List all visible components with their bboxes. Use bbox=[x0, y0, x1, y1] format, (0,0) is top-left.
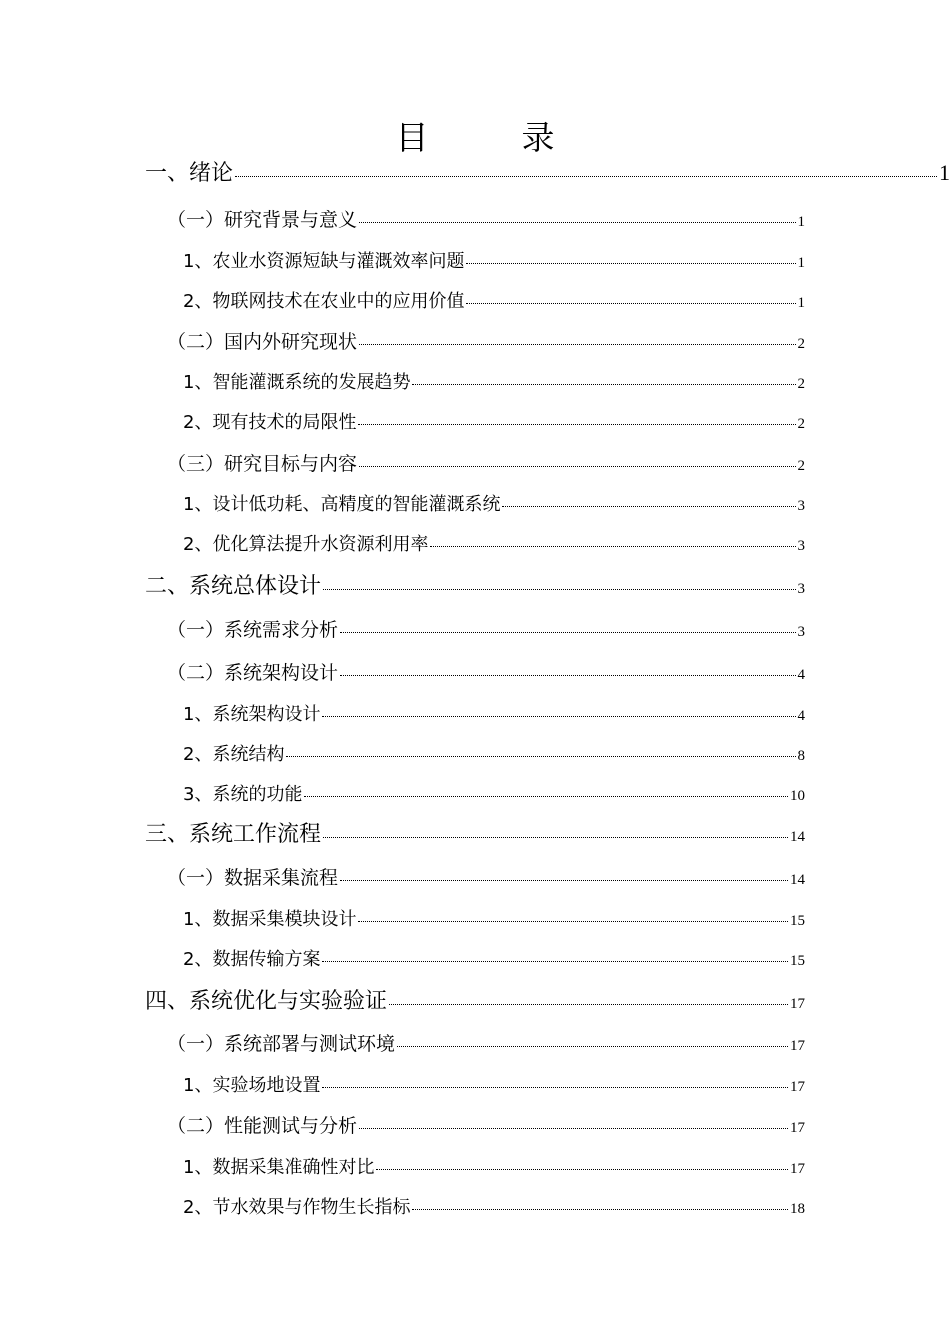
toc-page-number: 3 bbox=[797, 581, 805, 597]
dot-leader bbox=[389, 1004, 788, 1005]
dot-leader bbox=[235, 176, 937, 177]
dot-leader bbox=[359, 344, 795, 345]
toc-page-number: 15 bbox=[790, 953, 805, 969]
toc-page-number: 17 bbox=[790, 996, 805, 1012]
toc-entry-section[interactable] bbox=[0, 615, 805, 642]
toc-page-number: 1 bbox=[797, 295, 805, 311]
toc-entry-label: （二）系统架构设计 bbox=[167, 662, 339, 684]
toc-entry-chapter[interactable] bbox=[0, 984, 805, 1015]
dot-leader bbox=[502, 506, 795, 507]
toc-entry-label: 1、实验场地设置 bbox=[183, 1075, 321, 1096]
toc-entry-label: 2、优化算法提升水资源利用率 bbox=[183, 534, 429, 555]
toc-page-number: 8 bbox=[797, 748, 805, 764]
toc-entry-section[interactable] bbox=[0, 863, 805, 890]
toc-entry-label: 四、系统优化与实验验证 bbox=[145, 989, 388, 1014]
toc-entry-label: 1、智能灌溉系统的发展趋势 bbox=[183, 372, 411, 393]
toc-entry-subsection[interactable] bbox=[0, 1193, 805, 1219]
toc-entry-label: （一）系统部署与测试环境 bbox=[167, 1033, 396, 1055]
toc-entry-label: 1、数据采集模块设计 bbox=[183, 909, 357, 930]
toc-page-number: 17 bbox=[790, 1079, 805, 1095]
dot-leader bbox=[304, 796, 788, 797]
toc-entry-subsection[interactable] bbox=[0, 247, 805, 273]
toc-entry-label: （一）研究背景与意义 bbox=[167, 209, 358, 231]
toc-entry-subsection[interactable] bbox=[0, 945, 805, 971]
toc-entry-section[interactable] bbox=[0, 1029, 805, 1056]
toc-entry-subsection[interactable] bbox=[0, 740, 805, 766]
dot-leader bbox=[359, 466, 795, 467]
toc-page-number: 1 bbox=[797, 214, 805, 230]
toc-entry-section[interactable] bbox=[0, 658, 805, 685]
toc-page-number: 17 bbox=[790, 1161, 805, 1177]
toc-entry-label: （二）性能测试与分析 bbox=[167, 1115, 358, 1137]
toc-entry-chapter[interactable] bbox=[0, 817, 805, 848]
toc-page-number: 14 bbox=[790, 829, 805, 845]
toc-page-number: 2 bbox=[797, 458, 805, 474]
toc-entry-section[interactable] bbox=[0, 327, 805, 354]
toc-page-number: 2 bbox=[797, 416, 805, 432]
toc-page-number: 17 bbox=[790, 1038, 805, 1054]
toc-entry-label: （一）系统需求分析 bbox=[167, 619, 339, 641]
dot-leader bbox=[322, 961, 788, 962]
toc-page-number: 2 bbox=[797, 336, 805, 352]
dot-leader bbox=[466, 263, 795, 264]
dot-leader bbox=[466, 303, 795, 304]
toc-page-number: 3 bbox=[797, 624, 805, 640]
toc-title: 目 录 bbox=[395, 118, 585, 157]
toc-entry-label: 2、现有技术的局限性 bbox=[183, 412, 357, 433]
toc-page-number: 1 bbox=[939, 160, 950, 185]
toc-entry-label: 3、系统的功能 bbox=[183, 784, 303, 805]
toc-entry-label: 2、数据传输方案 bbox=[183, 949, 321, 970]
toc-entry-subsection[interactable] bbox=[0, 408, 805, 434]
dot-leader bbox=[359, 222, 795, 223]
toc-page-number: 10 bbox=[790, 788, 805, 804]
toc-entry-chapter[interactable] bbox=[0, 569, 805, 600]
toc-entry-label: （二）国内外研究现状 bbox=[167, 331, 358, 353]
toc-entry-section[interactable] bbox=[0, 1111, 805, 1138]
toc-entry-section[interactable] bbox=[0, 205, 805, 232]
toc-page-number: 14 bbox=[790, 872, 805, 888]
dot-leader bbox=[412, 1209, 788, 1210]
toc-entry-label: 1、农业水资源短缺与灌溉效率问题 bbox=[183, 251, 465, 272]
dot-leader bbox=[286, 756, 795, 757]
dot-leader bbox=[430, 546, 795, 547]
dot-leader bbox=[358, 424, 795, 425]
dot-leader bbox=[397, 1046, 788, 1047]
toc-entry-label: 2、系统结构 bbox=[183, 744, 285, 765]
dot-leader bbox=[358, 921, 788, 922]
toc-entry-subsection[interactable] bbox=[0, 700, 805, 726]
toc-page-number: 3 bbox=[797, 538, 805, 554]
toc-entry-subsection[interactable] bbox=[0, 530, 805, 556]
toc-page-number: 15 bbox=[790, 913, 805, 929]
toc-page-number: 3 bbox=[797, 498, 805, 514]
toc-entry-subsection[interactable] bbox=[0, 1071, 805, 1097]
toc-entry-subsection[interactable] bbox=[0, 368, 805, 394]
toc-entry-subsection[interactable] bbox=[0, 287, 805, 313]
toc-entry-label: 三、系统工作流程 bbox=[145, 822, 322, 847]
toc-page-number: 2 bbox=[797, 376, 805, 392]
toc-entry-label: （一）数据采集流程 bbox=[167, 867, 339, 889]
toc-entry-section[interactable] bbox=[0, 449, 805, 476]
toc-entry-chapter[interactable] bbox=[0, 156, 950, 187]
toc-entry-label: 1、系统架构设计 bbox=[183, 704, 321, 725]
toc-entry-label: （三）研究目标与内容 bbox=[167, 453, 358, 475]
toc-entry-label: 2、节水效果与作物生长指标 bbox=[183, 1197, 411, 1218]
dot-leader bbox=[376, 1169, 788, 1170]
toc-entry-label: 一、绪论 bbox=[145, 161, 234, 186]
toc-page-number: 4 bbox=[797, 708, 805, 724]
toc-entry-label: 2、物联网技术在农业中的应用价值 bbox=[183, 291, 465, 312]
toc-page-number: 1 bbox=[797, 255, 805, 271]
dot-leader bbox=[412, 384, 795, 385]
toc-entry-label: 二、系统总体设计 bbox=[145, 574, 322, 599]
toc-entry-subsection[interactable] bbox=[0, 1153, 805, 1179]
dot-leader bbox=[340, 632, 795, 633]
dot-leader bbox=[322, 1087, 788, 1088]
dot-leader bbox=[359, 1128, 788, 1129]
toc-page-number: 4 bbox=[797, 667, 805, 683]
toc-entry-label: 1、数据采集准确性对比 bbox=[183, 1157, 375, 1178]
toc-entry-subsection[interactable] bbox=[0, 490, 805, 516]
dot-leader bbox=[340, 675, 795, 676]
dot-leader bbox=[323, 589, 795, 590]
dot-leader bbox=[322, 716, 795, 717]
toc-page-number: 17 bbox=[790, 1120, 805, 1136]
toc-entry-subsection[interactable] bbox=[0, 780, 805, 806]
dot-leader bbox=[340, 880, 788, 881]
toc-entry-label: 1、设计低功耗、高精度的智能灌溉系统 bbox=[183, 494, 501, 515]
toc-entry-subsection[interactable] bbox=[0, 905, 805, 931]
dot-leader bbox=[323, 837, 788, 838]
toc-page-number: 18 bbox=[790, 1201, 805, 1217]
